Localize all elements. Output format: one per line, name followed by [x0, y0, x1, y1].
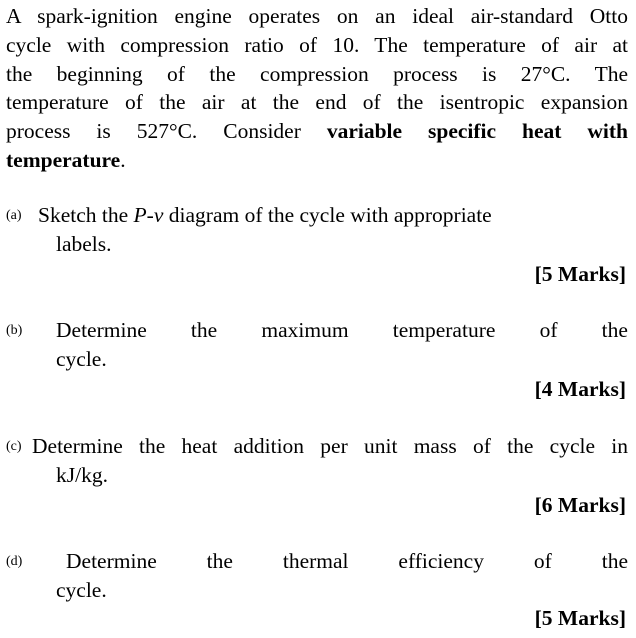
question-c-line-1: Determine the heat addition per unit mass of the cycle in — [32, 434, 628, 458]
question-d-word-1: Determine — [66, 549, 157, 573]
question-b-word-6: the — [601, 318, 628, 342]
problem-statement — [6, 2, 628, 175]
question-d-label: (d) — [6, 554, 23, 569]
question-b-word-1: Determine — [56, 318, 147, 342]
question-c-label: (c) — [6, 439, 22, 454]
question-b-word-5: of — [539, 318, 558, 342]
question-d-word-2: the — [206, 549, 233, 573]
question-d-marks: [5 Marks] — [534, 606, 626, 630]
question-d-word-5: of — [533, 549, 552, 573]
question-a-line-2: labels. — [56, 232, 112, 256]
question-b-word-4: temperature — [392, 318, 496, 342]
intro-line-6-tail: . — [120, 147, 126, 172]
question-c-line-2: kJ/kg. — [56, 463, 108, 487]
question-a-line-1 — [38, 201, 628, 230]
intro-line-6 — [6, 146, 628, 175]
intro-line-5-plain: process is 527°C. Consider — [6, 119, 327, 144]
intro-line-1: A spark-ignition engine operates on an ideal air-standard Otto — [6, 4, 628, 28]
intro-line-6-bold: temperature — [6, 147, 121, 172]
question-a-marks: [5 Marks] — [534, 262, 626, 286]
question-b-label: (b) — [6, 323, 23, 338]
question-a-label: (a) — [6, 208, 22, 223]
question-d-word-6: the — [601, 549, 628, 573]
question-a-text-start: Sketch the — [38, 203, 134, 227]
intro-line-4: temperature of the air at the end of the isentropic expansion — [6, 90, 628, 115]
intro-line-2: cycle with compression ratio of 10. The temperature of air at — [6, 32, 628, 57]
question-b-marks: [4 Marks] — [534, 377, 626, 401]
intro-line-3: the beginning of the compression process is 27°C. The — [6, 61, 628, 86]
question-b-word-2: the — [190, 318, 218, 342]
intro-line-5 — [6, 117, 628, 146]
intro-line-5-bold: variable specific heat with — [326, 119, 629, 144]
question-d-word-4: efficiency — [398, 549, 484, 573]
question-d-line-2: cycle. — [56, 578, 107, 602]
question-b-word-3: maximum — [261, 318, 349, 342]
question-a-text-end: diagram of the cycle with appropriate — [163, 203, 492, 227]
pv-symbol: P-v — [133, 203, 164, 227]
question-b-line-2: cycle. — [56, 347, 107, 371]
question-c-marks: [6 Marks] — [534, 493, 626, 517]
question-d-word-3: thermal — [282, 549, 349, 573]
question-b-line-1 — [56, 316, 628, 345]
question-d-line-1 — [66, 547, 628, 576]
